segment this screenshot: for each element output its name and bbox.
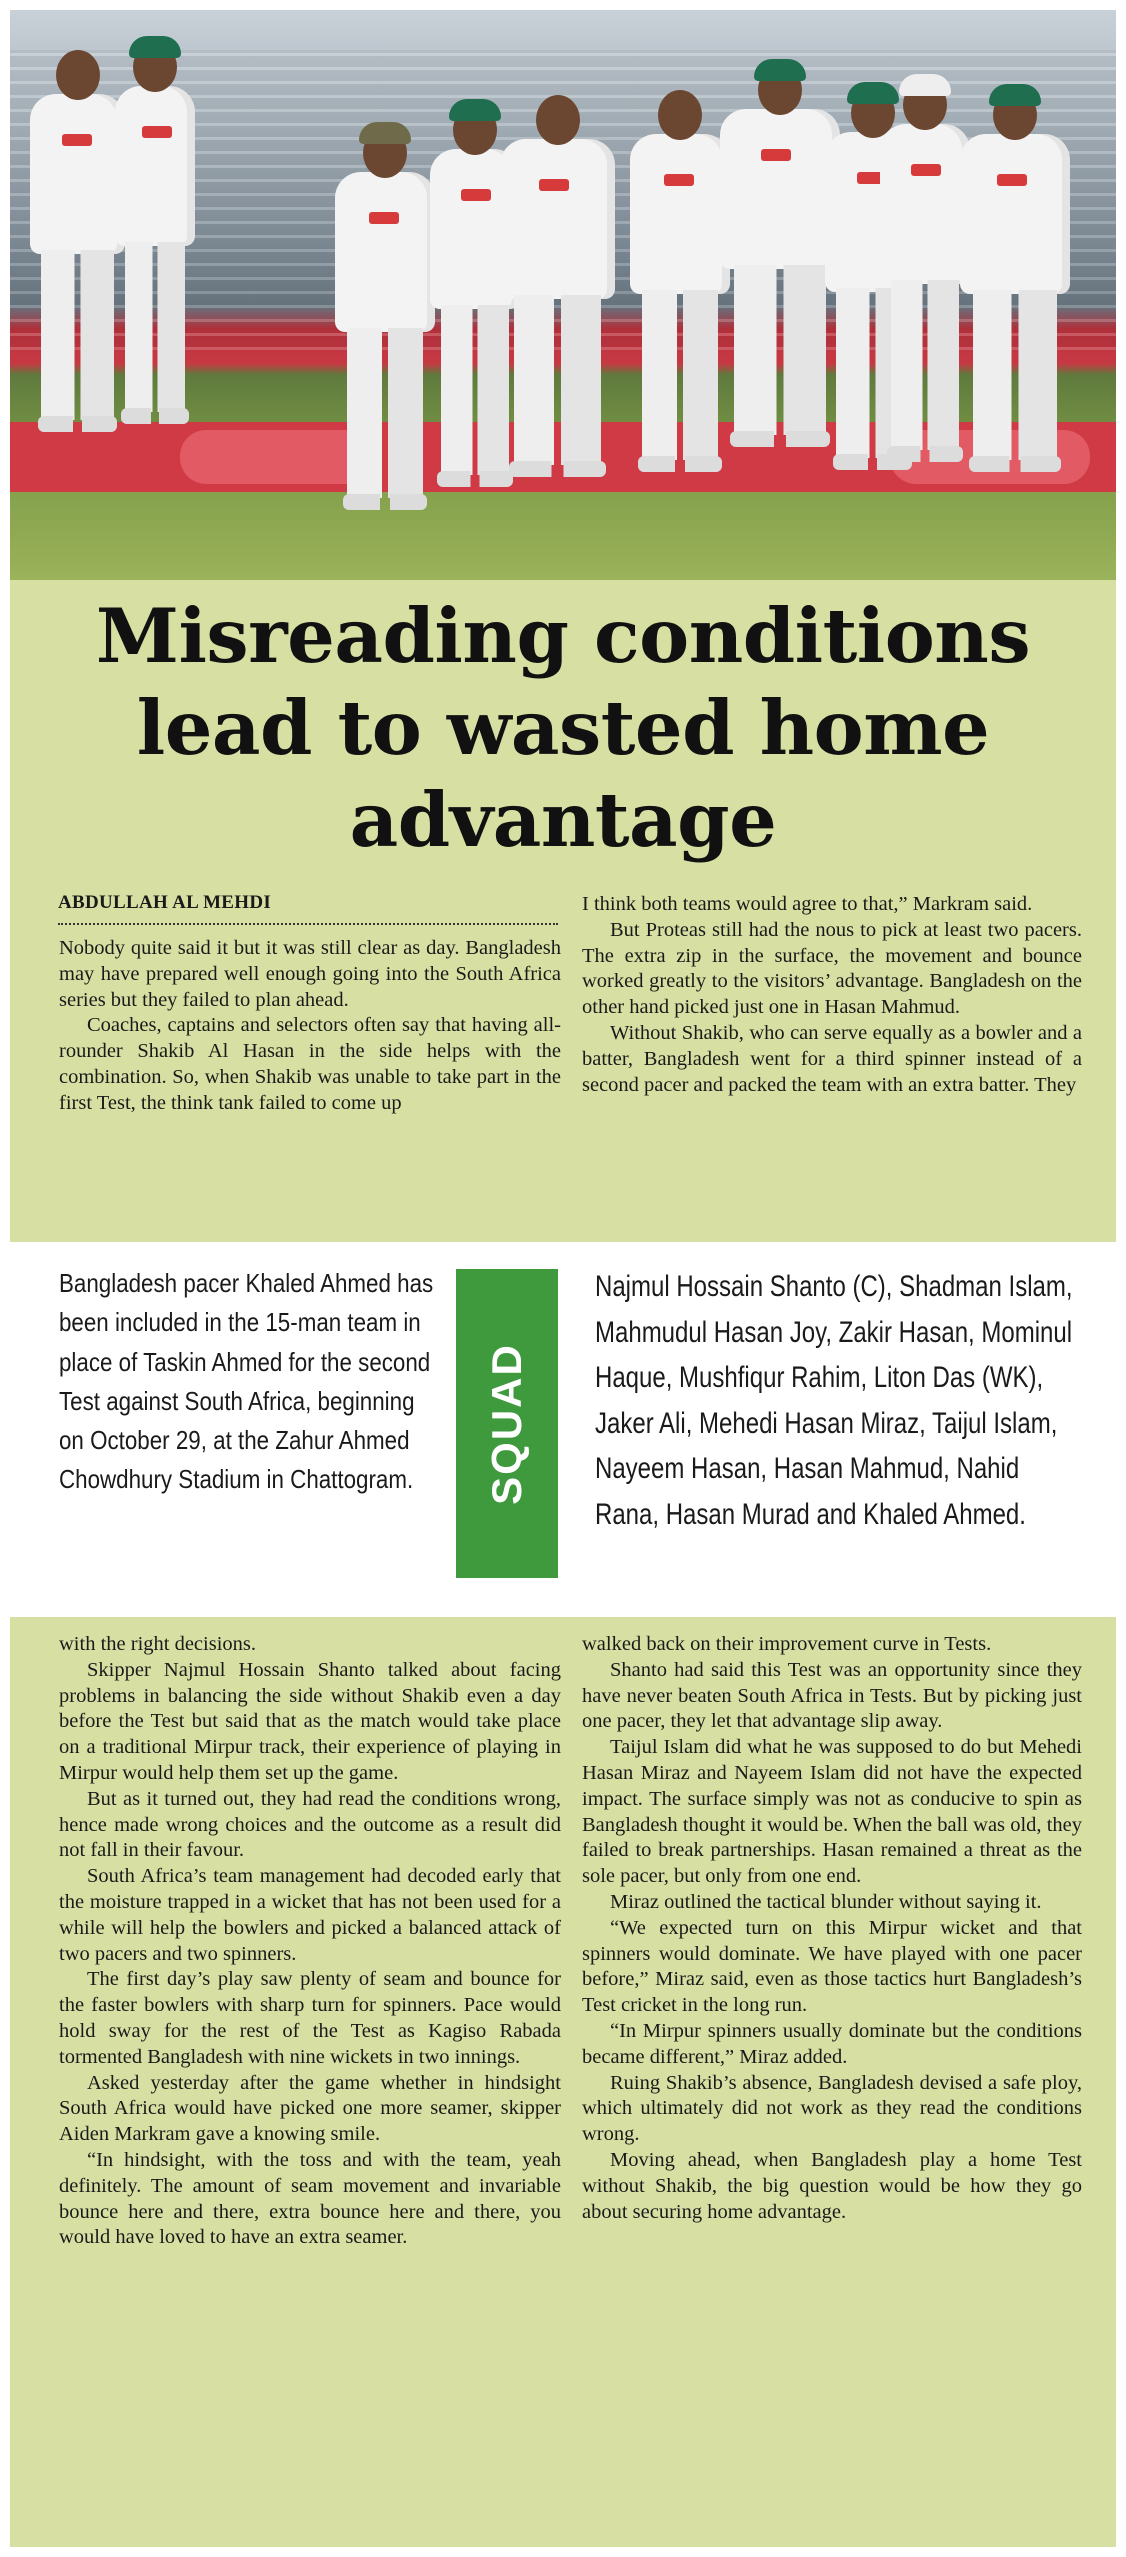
team-photo: [10, 10, 1116, 580]
paragraph: Asked yesterday after the game whether in hindsight South Africa would have picked one more seamer, skipper Aiden Markram gave a knowing smile.: [59, 2071, 561, 2146]
player-figure: [630, 90, 730, 490]
byline-divider: [58, 923, 558, 925]
paragraph: Coaches, captains and selectors often say that having all-rounder Shakib Al Hasan in the side helps with the combination. So, when Shakib was unable to take part in the first Test, the think tank failed to come up: [59, 1014, 561, 1114]
paragraph: Without Shakib, who can serve equally as a bowler and a batter, Bangladesh went for a third spinner instead of a second pacer and packed the team with an extra batter. They: [582, 1021, 1082, 1096]
squad-note: Bangladesh pacer Khaled Ahmed has been included in the 15-man team in place of Taskin Ahmed for the second Test against South Africa, beginning on October 29, at the Zahur Ahmed Chowdhury Stadium in Chattogram.: [59, 1268, 434, 1495]
headline-line: Misreading conditions: [95, 592, 1031, 680]
paragraph: Nobody quite said it but it was still clear as day. Bangladesh may have prepared well enough going into the South Africa series but they failed to plan ahead.: [59, 937, 561, 1011]
squad-box: [10, 1242, 1116, 1617]
paragraph: “We expected turn on this Mirpur wicket and that spinners would dominate. We have played with one pacer before,” Miraz said, even as those tactics hurt Bangladesh’s Test cricket in the long run.: [582, 1916, 1082, 2017]
paragraph: Ruing Shakib’s absence, Bangladesh devised a safe ploy, which ultimately did not work as they read the conditions wrong.: [582, 2071, 1082, 2146]
paragraph: Miraz outlined the tactical blunder without saying it.: [610, 1890, 1042, 1913]
paragraph: The first day’s play saw plenty of seam and bounce for the faster bowlers with sharp turn for spinners. Pace would hold sway for the rest of the Test as Kagiso Rabada tormented Bangladesh with nine wickets in two innings.: [59, 1968, 561, 2068]
squad-label: SQUAD: [483, 1342, 530, 1505]
paragraph: I think both teams would agree to that,” Markram said.: [582, 893, 1033, 915]
paragraph: Taijul Islam did what he was supposed to do but Mehedi Hasan Miraz and Nayeem Islam did not have the expected impact. The surface simply was not as conducive to spin as Bangladesh thought it would be. When the ball was old, they failed to break partnerships. Hasan remained a threat as the sole pacer, but only from one end.: [582, 1736, 1082, 1888]
headline: [10, 590, 1116, 866]
paragraph: “In Mirpur spinners usually dominate but the conditions became different,” Miraz added.: [582, 2019, 1082, 2068]
paragraph: with the right decisions.: [59, 1633, 257, 1655]
headline-line: advantage: [349, 776, 777, 864]
paragraph: South Africa’s team management had decoded early that the moisture trapped in a wicket that has not been used for a while will help the bowlers and picked a balanced attack of two pacers and two spinners.: [59, 1865, 561, 1965]
paragraph: Shanto had said this Test was an opportunity since they have never beaten South Africa in Tests. But by picking just one pacer, they let that advantage slip away.: [582, 1658, 1082, 1733]
player-figure: [115, 42, 195, 442]
article-top-section: [10, 580, 1116, 1242]
article-column-2: [582, 892, 1082, 1098]
paragraph: “In hindsight, with the toss and with the team, yeah definitely. The amount of seam movement and invariable bounce here and there, extra bounce here and there, you would have loved to have an extra seamer.: [59, 2148, 561, 2249]
paragraph: walked back on their improvement curve in Tests.: [582, 1633, 992, 1655]
player-figure: [500, 95, 615, 495]
byline: ABDULLAH AL MEHDI: [58, 892, 272, 913]
player-figure: [960, 90, 1070, 490]
player-figure: [880, 80, 970, 480]
paragraph: But as it turned out, they had read the conditions wrong, hence made wrong choices and the outcome as a result did not fall in their favour.: [59, 1787, 561, 1862]
article-column-3: [59, 1632, 561, 2251]
headline-line: lead to wasted home: [136, 684, 990, 772]
player-figure: [720, 65, 840, 475]
paragraph: Moving ahead, when Bangladesh play a home Test without Shakib, the big question would be how they go about securing home advantage.: [582, 2148, 1082, 2223]
paragraph: But Proteas still had the nous to pick at least two pacers. The extra zip in the surface, the movement and bounce worked greatly to the visitors’ advantage. Bangladesh on the other hand picked just one in Hasan Mahmud.: [582, 918, 1082, 1019]
squad-list: Najmul Hossain Shanto (C), Shadman Islam, Mahmudul Hasan Joy, Zakir Hasan, Mominul Haque, Mushfiqur Rahim, Liton Das (WK), Jaker Ali, Mehedi Hasan Miraz, Taijul Islam, Nayeem Hasan, Hasan Mahmud, Nahid Rana, Hasan Murad and Khaled Ahmed.: [595, 1270, 1073, 1531]
article-column-4: [582, 1632, 1082, 2225]
paragraph: Skipper Najmul Hossain Shanto talked about facing problems in balancing the side without Shakib even a day before the Test but said that as the match would take place on a traditional Mirpur track, their experience of playing in Mirpur would help them set up the game.: [59, 1658, 561, 1784]
article-bottom-section: [10, 1617, 1116, 2547]
article-column-1: [59, 936, 561, 1117]
player-figure: [335, 128, 435, 518]
squad-label-tag: [456, 1269, 558, 1578]
player-figure: [30, 50, 125, 450]
